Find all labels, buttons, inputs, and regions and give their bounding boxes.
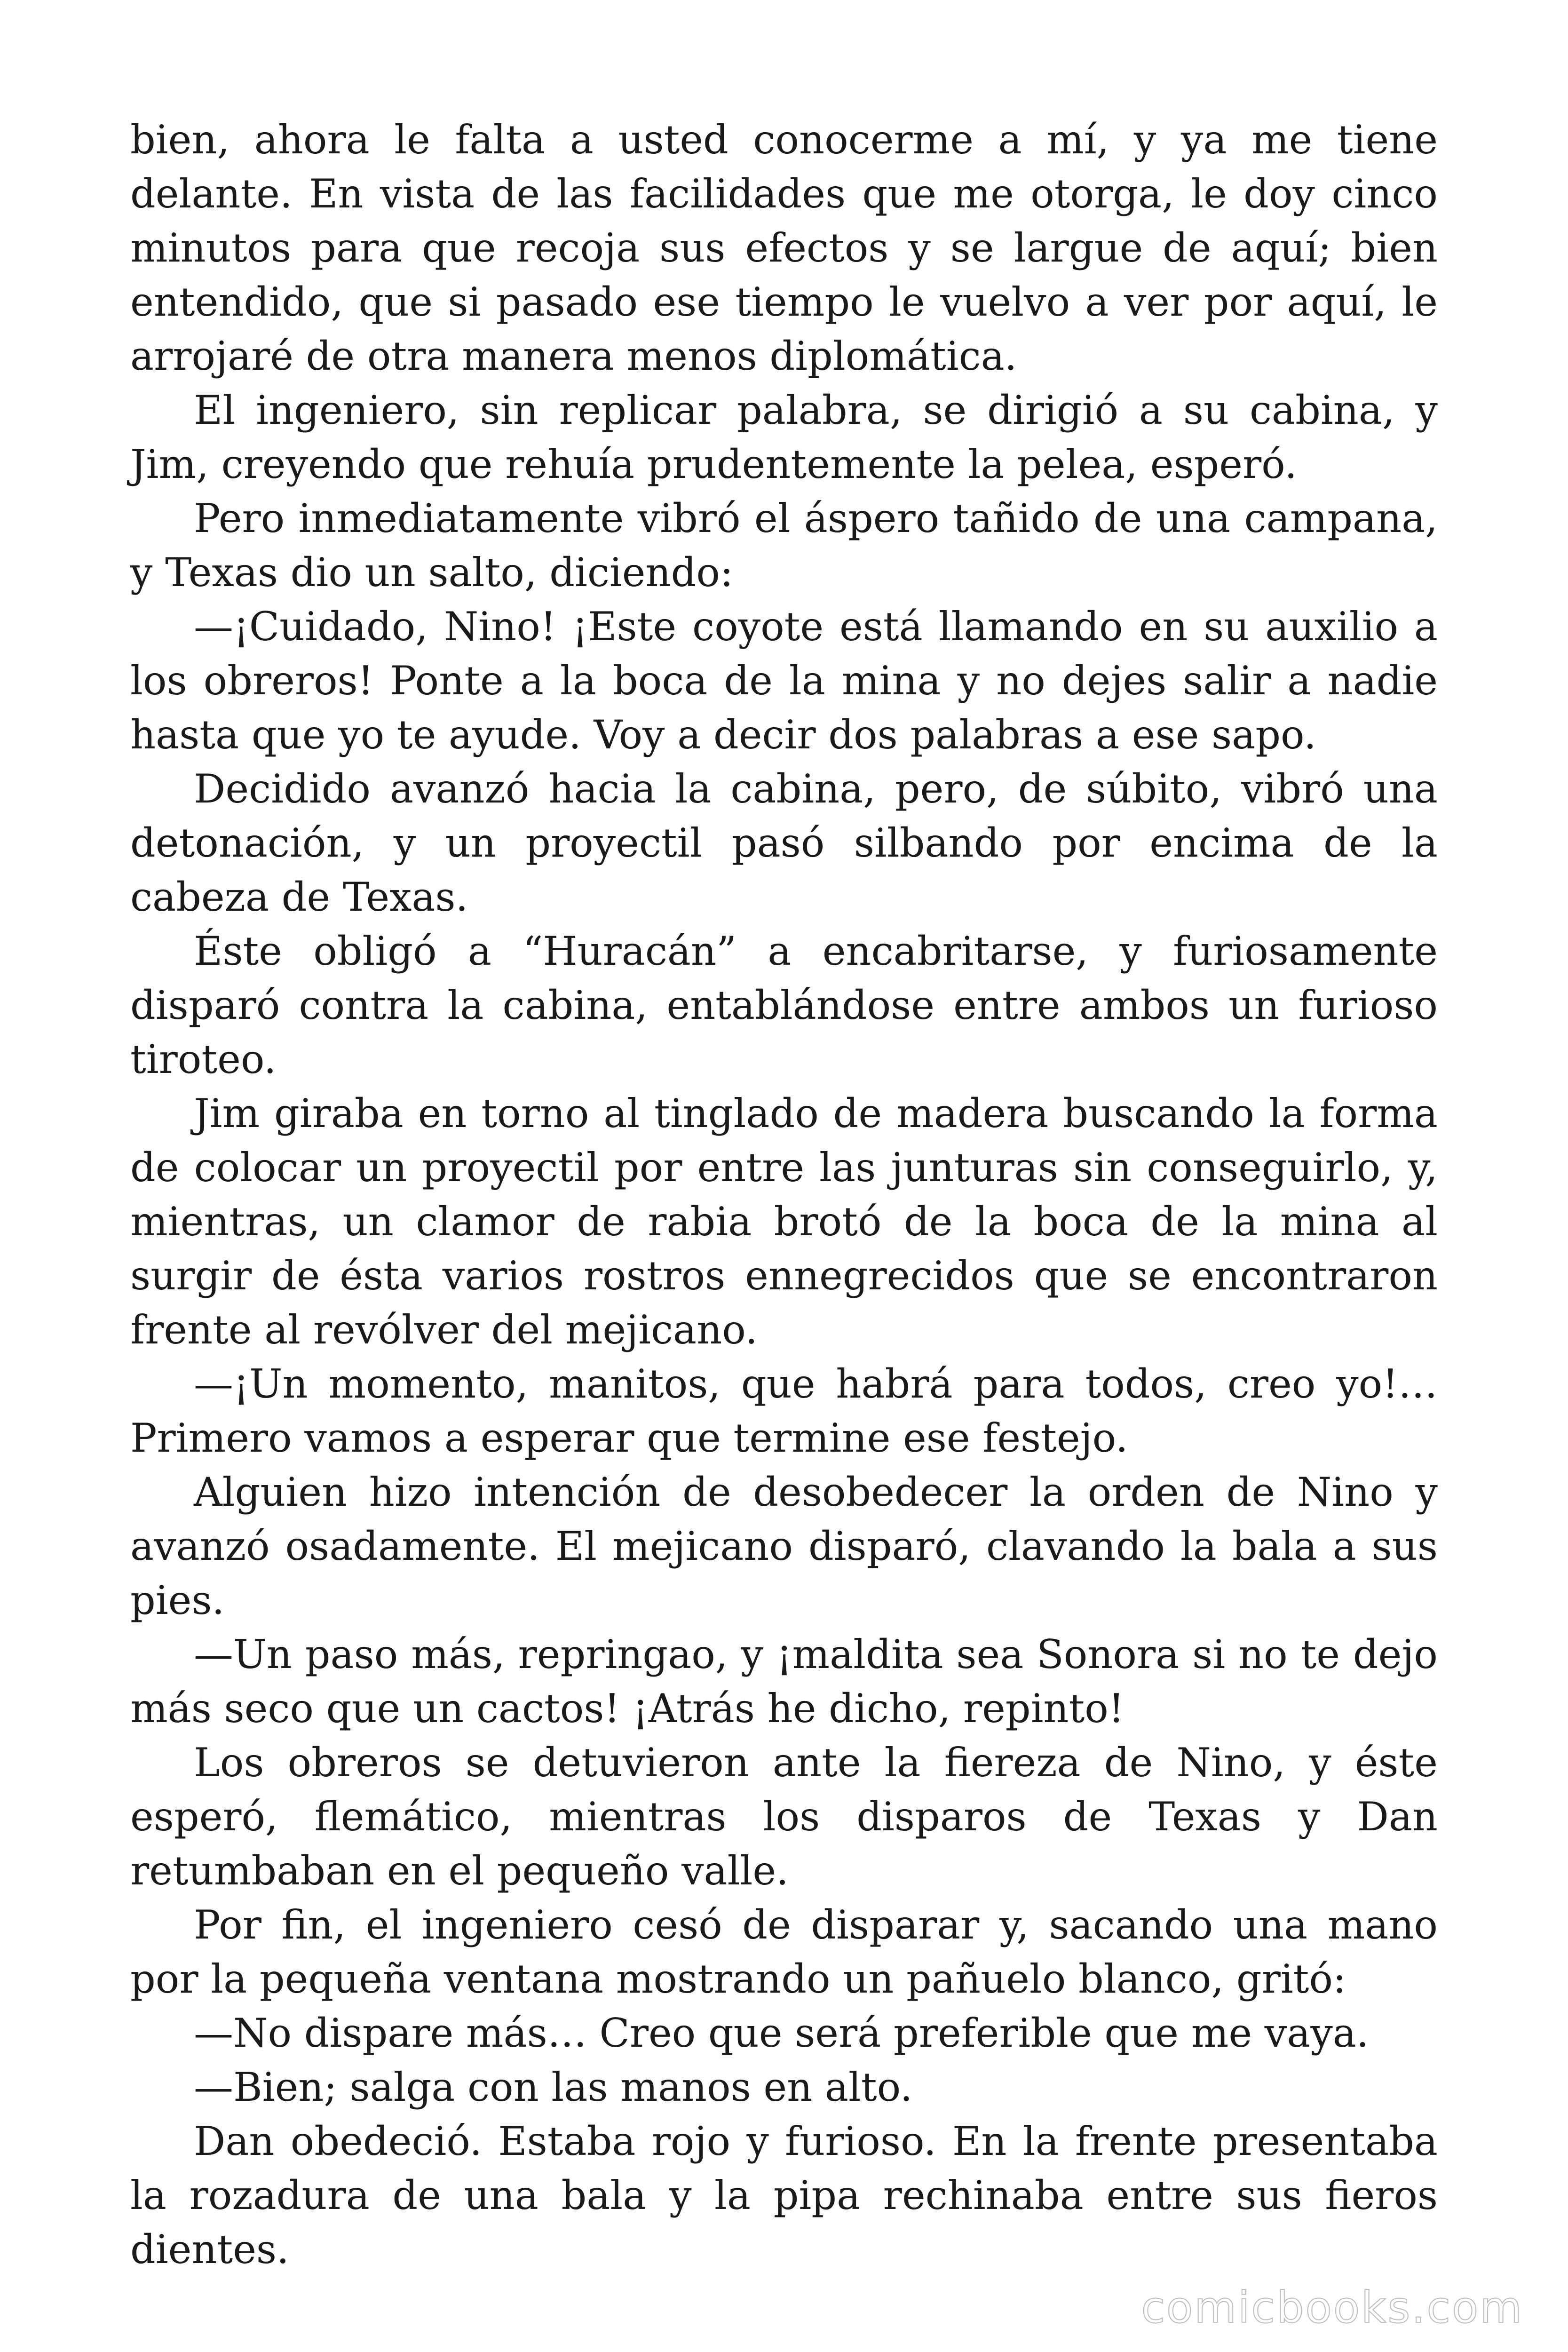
paragraph: —Un paso más, repringao, y ¡maldita sea Sonora si no te dejo más seco que un cactos! ¡Atrás he dicho, repinto! <box>130 1631 1438 1732</box>
paragraph: —¡Un momento, manitos, que habrá para todos, creo yo!… Primero vamos a esperar que termine ese festejo. <box>130 1361 1438 1461</box>
paragraph: —¡Cuidado, Nino! ¡Este coyote está llamando en su auxilio a los obreros! Ponte a la boca de la mina y no dejes salir a nadie hasta que yo te ayude. Voy a decir dos palabras a ese sapo. <box>130 604 1438 758</box>
book-page <box>130 0 1438 2277</box>
watermark: comicbooks.com <box>1141 2282 1523 2333</box>
paragraph: Alguien hizo intención de desobedecer la orden de Nino y avanzó osadamente. El mejicano disparó, clavando la bala a sus pies. <box>130 1469 1438 1623</box>
paragraph: Dan obedeció. Estaba rojo y furioso. En la frente presentaba la rozadura de una bala y la pipa rechinaba entre sus fieros dientes. <box>130 2118 1438 2273</box>
paragraph: bien, ahora le falta a usted conocerme a mí, y ya me tiene delante. En vista de las facilidades que me otorga, le doy cinco minutos para que recoja sus efectos y se largue de aquí; bien entendido, que si pasado ese tiempo le vuelvo a ver por aquí, le arrojaré de otra manera menos diplomática. <box>130 117 1438 379</box>
body-text <box>130 0 1438 2277</box>
paragraph: —Bien; salga con las manos en alto. <box>194 2064 913 2110</box>
paragraph: El ingeniero, sin replicar palabra, se dirigió a su cabina, y Jim, creyendo que rehuía prudentemente la pelea, esperó. <box>130 387 1438 487</box>
paragraph: Decidido avanzó hacia la cabina, pero, de súbito, vibró una detonación, y un proyectil pasó silbando por encima de la cabeza de Texas. <box>130 766 1438 920</box>
paragraph: Jim giraba en torno al tinglado de madera buscando la forma de colocar un proyectil por entre las junturas sin conseguirlo, y, mientras, un clamor de rabia brotó de la boca de la mina al surgir de ésta varios rostros ennegrecidos que se encontraron frente al revólver del mejicano. <box>130 1090 1438 1353</box>
paragraph: Por fin, el ingeniero cesó de disparar y, sacando una mano por la pequeña ventana mostrando un pañuelo blanco, gritó: <box>130 1902 1438 2002</box>
paragraph: Pero inmediatamente vibró el áspero tañido de una campana, y Texas dio un salto, diciendo: <box>130 495 1438 596</box>
paragraph: Éste obligó a “Huracán” a encabritarse, y furiosamente disparó contra la cabina, entablándose entre ambos un furioso tiroteo. <box>130 928 1438 1082</box>
paragraph: —No dispare más… Creo que será preferible que me vaya. <box>194 2010 1369 2056</box>
paragraph: Los obreros se detuvieron ante la fiereza de Nino, y éste esperó, flemático, mientras los disparos de Texas y Dan retumbaban en el pequeño valle. <box>130 1740 1438 1894</box>
